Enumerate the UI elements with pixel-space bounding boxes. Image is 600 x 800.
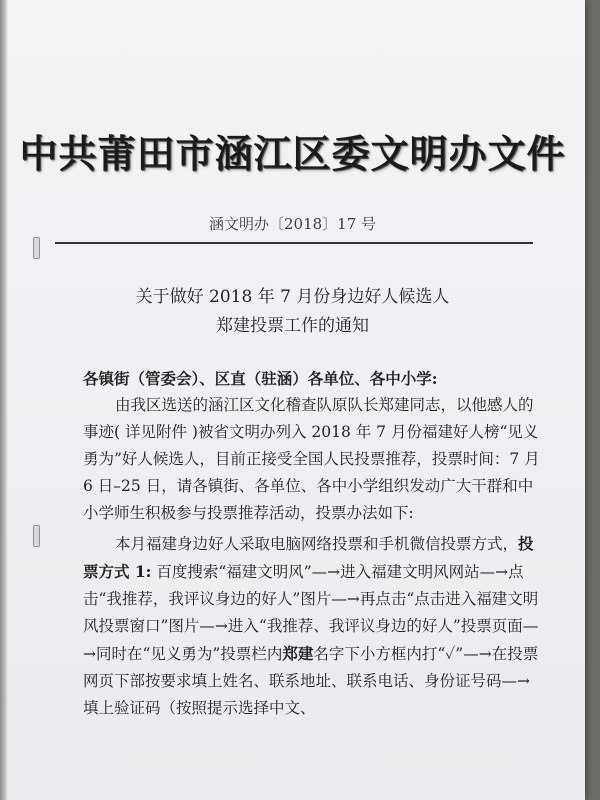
staple-bottom (33, 525, 40, 547)
notice-body (83, 365, 543, 722)
method-1-steps-b: 名字下小方框内打“✓”—→在投票网页下部按要求填上姓名、联系地址、联系电话、身份证号码—→填上验证码（按照提示选择中文、 (83, 645, 539, 717)
page-edge-shadow (0, 0, 8, 800)
document-number: 涵文明办〔2018〕17 号 (208, 215, 377, 233)
staple-top (33, 237, 40, 259)
notice-title (0, 283, 585, 341)
method-1-steps-a: 百度搜索“福建文明风”—→进入福建文明风网站—→点击“我推荐，我评议身边的好人”图片—→再点击“点击进入福建文明风投票窗口”图片—→进入“我推荐、我评议身边的好人”投票页面—→同时在“见义勇为”投票栏内 (83, 563, 539, 663)
notice-title-line-1: 关于做好 2018 年 7 月份身边好人候选人 (135, 287, 450, 307)
paragraph-background: 由我区选送的涵江区文化稽查队原队长郑建同志，以他感人的事迹( 详见附件 )被省文明办列入 2018 年 7 月份福建好人榜“见义勇为”好人候选人，目前正接受全国人民投票推荐，投票时间：7 月 6 日–25 日，请各镇街、各单位、各中小学组织发动广大干群和中小学师生积极参与投票推荐活动，投票办法如下: (83, 396, 540, 522)
notice-title-line-2: 郑建投票工作的通知 (216, 316, 369, 336)
candidate-name: 郑建 (282, 644, 314, 663)
methods-intro-text: 本月福建身边好人采取电脑网络投票和手机微信投票方式， (115, 535, 519, 553)
method-1-label: 投票方式 1: (83, 534, 534, 581)
paragraph-methods-intro (83, 530, 543, 722)
addressee: 各镇街（管委会）、区直（驻涵）各单位、各中小学: (83, 369, 438, 388)
issuer-title: 中共莆田市涵江区委文明办文件 (19, 132, 566, 176)
header-divider (55, 242, 533, 244)
